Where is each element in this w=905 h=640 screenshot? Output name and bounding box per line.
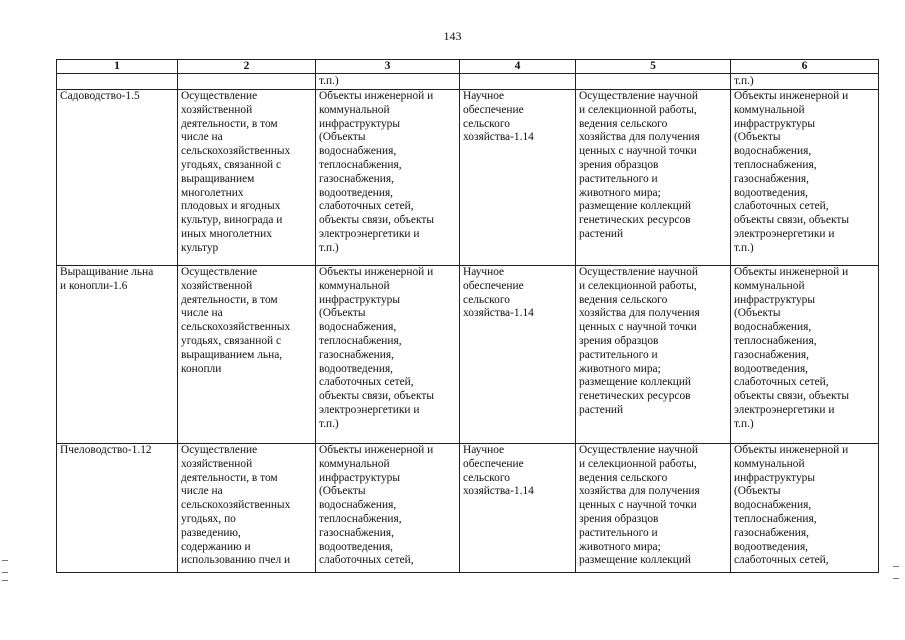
column-header-3: 3 [316, 60, 460, 74]
auxiliary-objects-cell [316, 444, 460, 573]
continuation-cell [576, 74, 731, 90]
table-row [57, 266, 879, 444]
cell-text: Выращивание льна и конопли-1.6 [60, 266, 154, 292]
scan-margin-mark [2, 572, 8, 573]
cell-text: Объекты инженерной и коммунальной инфраструктуры (Объекты водоснабжения, теплоснабжения, газоснабжения, водоотведения, слаботочных сетей, объекты связи, объекты электроэнергетики и т.п.) [319, 266, 434, 430]
cell-text: Объекты инженерной и коммунальной инфраструктуры (Объекты водоснабжения, теплоснабжения, газоснабжения, водоотведения, слаботочных сетей, [319, 444, 434, 567]
document-table [56, 59, 879, 573]
auxiliary-objects-cell [316, 266, 460, 444]
table-header-row [57, 60, 879, 74]
cell-text: Осуществление хозяйственной деятельности, в том числе на сельскохозяйственных угодьях, связанной с выращиванием льна, конопли [181, 266, 291, 375]
conditional-use-type-cell [460, 266, 576, 444]
cell-text: Объекты инженерной и коммунальной инфраструктуры (Объекты водоснабжения, теплоснабжения, газоснабжения, водоотведения, слаботочных сетей, объекты связи, объекты электроэнергетики и т.п.) [319, 90, 434, 254]
cell-text: Садоводство-1.5 [60, 90, 140, 102]
cell-text: Научное обеспечение сельского хозяйства-1.14 [463, 90, 534, 144]
land-use-description-cell [178, 266, 316, 444]
continuation-cell: т.п.) [316, 74, 460, 90]
conditional-use-type-cell [460, 90, 576, 266]
cell-text: Осуществление научной и селекционной работы, ведения сельского хозяйства для получения ценных с научной точки зрения образцов растительного и животного мира; размещение коллекций генетических ресурсов растений [579, 90, 700, 240]
land-use-type-cell [57, 266, 178, 444]
table-row [57, 444, 879, 573]
continuation-cell: т.п.) [731, 74, 879, 90]
cell-text: Объекты инженерной и коммунальной инфраструктуры (Объекты водоснабжения, теплоснабжения, газоснабжения, водоотведения, слаботочных сетей, объекты связи, объекты электроэнергетики и т.п.) [734, 266, 849, 430]
cell-text: Осуществление научной и селекционной работы, ведения сельского хозяйства для получения ценных с научной точки зрения образцов растительного и животного мира; размещение коллекций генетических ресурсов растений [579, 266, 700, 416]
land-use-type-cell [57, 444, 178, 573]
column-header-6: 6 [731, 60, 879, 74]
conditional-use-type-cell [460, 444, 576, 573]
cell-text: Научное обеспечение сельского хозяйства-1.14 [463, 444, 534, 498]
conditional-use-description-cell [576, 266, 731, 444]
cell-text: Пчеловодство-1.12 [60, 444, 152, 456]
scan-margin-mark [2, 560, 8, 561]
land-use-description-cell [178, 90, 316, 266]
cell-text: Научное обеспечение сельского хозяйства-1.14 [463, 266, 534, 320]
land-use-type-cell [57, 90, 178, 266]
continuation-cell [57, 74, 178, 90]
conditional-use-description-cell [576, 90, 731, 266]
conditional-auxiliary-objects-cell [731, 90, 879, 266]
column-header-1: 1 [57, 60, 178, 74]
conditional-use-description-cell [576, 444, 731, 573]
conditional-auxiliary-objects-cell [731, 266, 879, 444]
continuation-cell [178, 74, 316, 90]
cell-text: Объекты инженерной и коммунальной инфраструктуры (Объекты водоснабжения, теплоснабжения, газоснабжения, водоотведения, слаботочных сетей, объекты связи, объекты электроэнергетики и т.п.) [734, 90, 849, 254]
column-header-4: 4 [460, 60, 576, 74]
conditional-auxiliary-objects-cell [731, 444, 879, 573]
cell-text: Осуществление хозяйственной деятельности, в том числе на сельскохозяйственных угодьях, по разведению, содержанию и использованию пчел и [181, 444, 291, 567]
cell-text: Объекты инженерной и коммунальной инфраструктуры (Объекты водоснабжения, теплоснабжения, газоснабжения, водоотведения, слаботочных сетей, [734, 444, 849, 567]
column-header-2: 2 [178, 60, 316, 74]
continuation-cell [460, 74, 576, 90]
scan-margin-mark [893, 578, 899, 579]
scan-margin-mark [893, 566, 899, 567]
land-use-description-cell [178, 444, 316, 573]
cell-text: Осуществление научной и селекционной работы, ведения сельского хозяйства для получения ценных с научной точки зрения образцов растительного и животного мира; размещение коллекций [579, 444, 700, 567]
page-number: 143 [443, 29, 462, 43]
scan-margin-mark [2, 580, 8, 581]
column-header-5: 5 [576, 60, 731, 74]
continuation-row [57, 74, 879, 90]
cell-text: Осуществление хозяйственной деятельности, в том числе на сельскохозяйственных угодьях, связанной с выращиванием многолетних плодовых и ягодных культур, винограда и иных многолетних культур [181, 90, 291, 254]
table-row [57, 90, 879, 266]
auxiliary-objects-cell [316, 90, 460, 266]
